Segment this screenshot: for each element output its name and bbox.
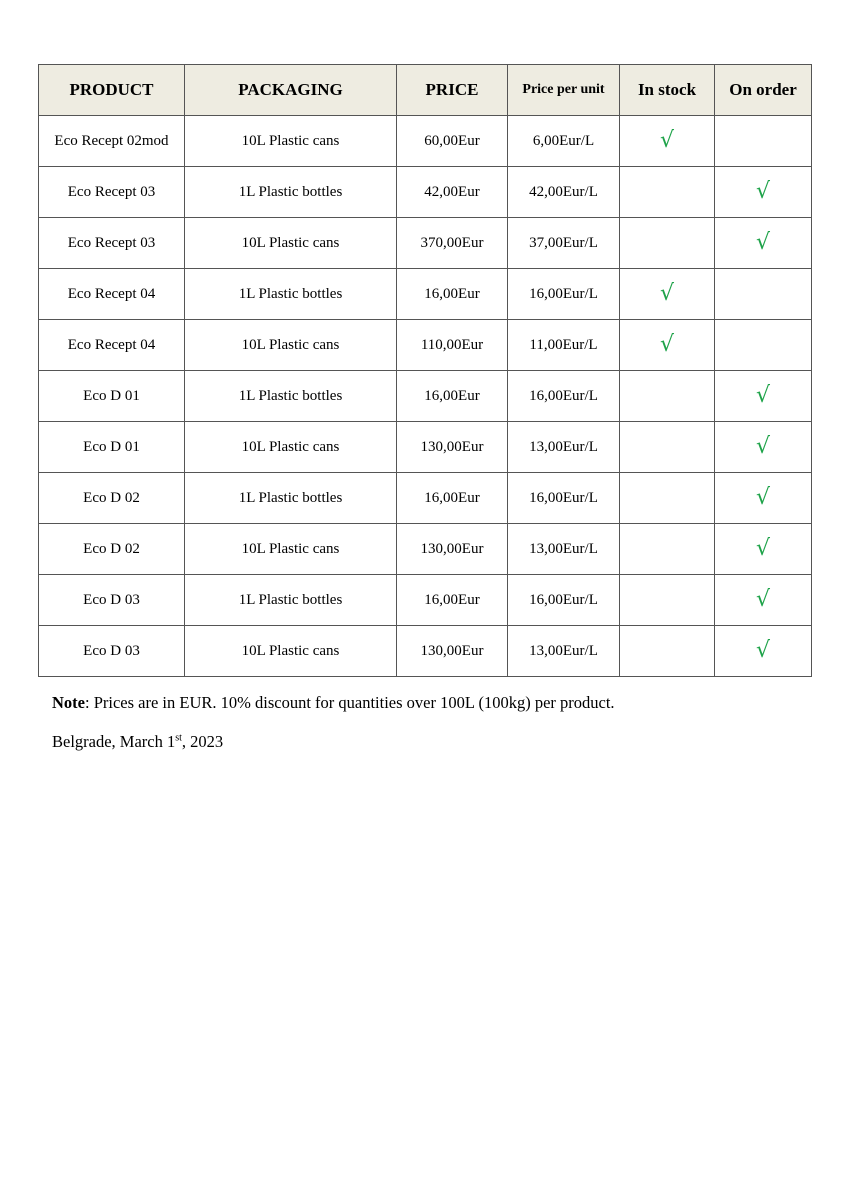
on-order-cell [715, 575, 812, 626]
in-stock-cell [620, 167, 715, 218]
note-label: Note [52, 693, 85, 712]
table-row [39, 116, 812, 167]
price-cell: 16,00Eur [397, 473, 508, 524]
price-cell: 42,00Eur [397, 167, 508, 218]
price-cell: 16,00Eur [397, 269, 508, 320]
price-cell: 130,00Eur [397, 626, 508, 677]
table-body [39, 116, 812, 677]
product-cell: Eco Recept 03 [39, 218, 185, 269]
in-stock-cell [620, 422, 715, 473]
on-order-cell [715, 371, 812, 422]
in-stock-cell [620, 218, 715, 269]
in-stock-cell [620, 371, 715, 422]
product-cell: Eco D 01 [39, 371, 185, 422]
product-cell: Eco D 02 [39, 473, 185, 524]
on-order-cell [715, 269, 812, 320]
price-cell: 130,00Eur [397, 524, 508, 575]
unit-price-cell: 16,00Eur/L [508, 575, 620, 626]
header-price: PRICE [397, 65, 508, 116]
date-suffix: , 2023 [181, 732, 224, 751]
product-cell: Eco D 03 [39, 575, 185, 626]
check-icon: √ [659, 128, 675, 153]
in-stock-cell [620, 626, 715, 677]
header-packaging: PACKAGING [185, 65, 397, 116]
in-stock-cell [620, 320, 715, 371]
packaging-cell: 10L Plastic cans [185, 524, 397, 575]
product-cell: Eco Recept 02mod [39, 116, 185, 167]
on-order-cell [715, 422, 812, 473]
on-order-cell [715, 167, 812, 218]
unit-price-cell: 13,00Eur/L [508, 524, 620, 575]
check-icon: √ [755, 536, 771, 561]
in-stock-cell [620, 116, 715, 167]
in-stock-cell [620, 524, 715, 575]
date-prefix: Belgrade, March 1 [52, 732, 176, 751]
check-icon: √ [755, 485, 771, 510]
packaging-cell: 10L Plastic cans [185, 116, 397, 167]
unit-price-cell: 16,00Eur/L [508, 269, 620, 320]
unit-price-cell: 16,00Eur/L [508, 371, 620, 422]
price-cell: 16,00Eur [397, 575, 508, 626]
unit-price-cell: 16,00Eur/L [508, 473, 620, 524]
on-order-cell [715, 218, 812, 269]
table-row [39, 218, 812, 269]
header-in-stock: In stock [620, 65, 715, 116]
unit-price-cell: 42,00Eur/L [508, 167, 620, 218]
on-order-cell [715, 116, 812, 167]
check-icon: √ [659, 281, 675, 306]
packaging-cell: 1L Plastic bottles [185, 371, 397, 422]
header-on-order: On order [715, 65, 812, 116]
price-cell: 370,00Eur [397, 218, 508, 269]
product-cell: Eco D 02 [39, 524, 185, 575]
table-row [39, 575, 812, 626]
on-order-cell [715, 320, 812, 371]
price-table [38, 64, 812, 677]
packaging-cell: 10L Plastic cans [185, 320, 397, 371]
in-stock-cell [620, 269, 715, 320]
product-cell: Eco Recept 03 [39, 167, 185, 218]
table-header [39, 65, 812, 116]
price-cell: 60,00Eur [397, 116, 508, 167]
price-cell: 16,00Eur [397, 371, 508, 422]
packaging-cell: 10L Plastic cans [185, 626, 397, 677]
packaging-cell: 1L Plastic bottles [185, 575, 397, 626]
pricing-note [52, 693, 615, 713]
on-order-cell [715, 473, 812, 524]
note-text: : Prices are in EUR. 10% discount for quantities over 100L (100kg) per product. [84, 693, 615, 712]
header-product: PRODUCT [39, 65, 185, 116]
unit-price-cell: 37,00Eur/L [508, 218, 620, 269]
table-row [39, 269, 812, 320]
unit-price-cell: 13,00Eur/L [508, 626, 620, 677]
table-row [39, 626, 812, 677]
price-cell: 110,00Eur [397, 320, 508, 371]
packaging-cell: 1L Plastic bottles [185, 473, 397, 524]
table-row [39, 473, 812, 524]
table-row [39, 320, 812, 371]
product-cell: Eco D 03 [39, 626, 185, 677]
check-icon: √ [659, 332, 675, 357]
in-stock-cell [620, 473, 715, 524]
check-icon: √ [755, 179, 771, 204]
packaging-cell: 10L Plastic cans [185, 218, 397, 269]
on-order-cell [715, 524, 812, 575]
product-cell: Eco Recept 04 [39, 320, 185, 371]
date-ordinal: st [175, 732, 182, 744]
on-order-cell [715, 626, 812, 677]
table-row [39, 422, 812, 473]
check-icon: √ [755, 638, 771, 663]
unit-price-cell: 11,00Eur/L [508, 320, 620, 371]
unit-price-cell: 6,00Eur/L [508, 116, 620, 167]
check-icon: √ [755, 434, 771, 459]
packaging-cell: 1L Plastic bottles [185, 167, 397, 218]
unit-price-cell: 13,00Eur/L [508, 422, 620, 473]
check-icon: √ [755, 230, 771, 255]
packaging-cell: 1L Plastic bottles [185, 269, 397, 320]
check-icon: √ [755, 383, 771, 408]
packaging-cell: 10L Plastic cans [185, 422, 397, 473]
header-row [39, 65, 812, 116]
table-row [39, 371, 812, 422]
table-row [39, 524, 812, 575]
header-price-per-unit: Price per unit [508, 65, 620, 116]
product-cell: Eco D 01 [39, 422, 185, 473]
product-cell: Eco Recept 04 [39, 269, 185, 320]
in-stock-cell [620, 575, 715, 626]
check-icon: √ [755, 587, 771, 612]
table-row [39, 167, 812, 218]
place-date [52, 732, 223, 752]
price-cell: 130,00Eur [397, 422, 508, 473]
